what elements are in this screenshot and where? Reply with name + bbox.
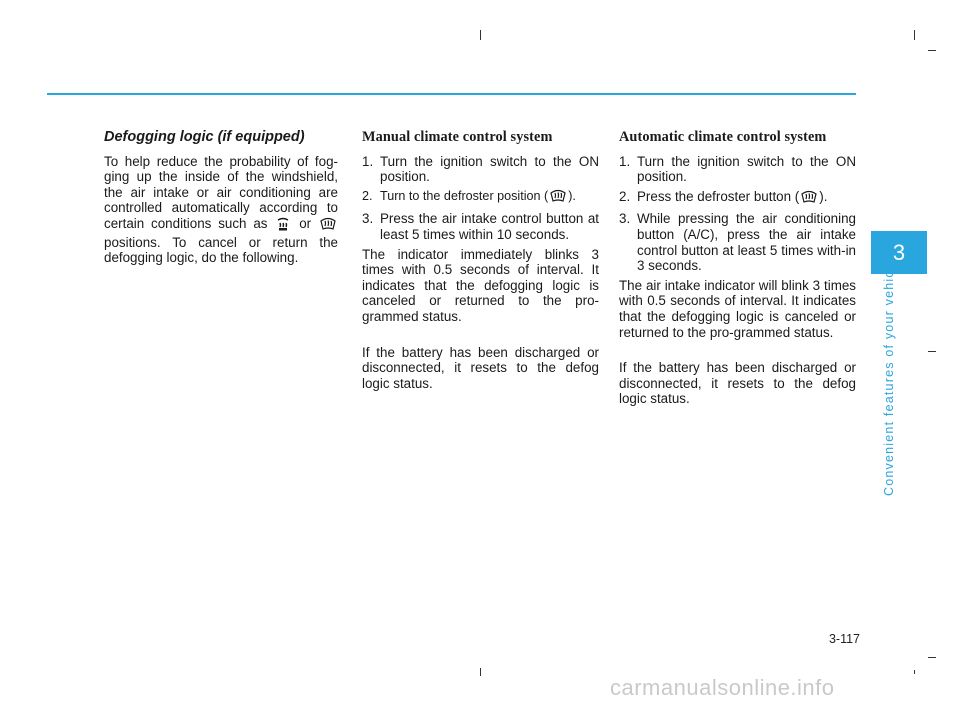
crop-mark-bottom-center	[480, 668, 481, 676]
list-item: 3. While pressing the air conditioning button (A/C), press the air intake control button at least 5 times with-in 3 seconds.	[619, 211, 856, 274]
defrost-icon	[550, 189, 566, 208]
column-automatic-climate	[619, 130, 856, 407]
intro-paragraph: To help reduce the probability of fog-ging up the inside of the windshield, the air intake or air conditioning are controlled automatically according to certain conditions such as or positions. To cancel or return the defogging logic, do the following.	[104, 153, 338, 266]
list-item: 1. Turn the ignition switch to the ON position.	[362, 153, 599, 185]
defrost-icon	[320, 217, 336, 235]
chapter-tab	[871, 231, 927, 274]
section-heading: Manual climate control system	[362, 129, 553, 145]
list-item: 3. Press the air intake control button at least 5 times within 10 seconds.	[362, 211, 599, 242]
defrost-icon	[801, 190, 817, 208]
chapter-title: Convenient features of your vehicle	[882, 258, 896, 496]
watermark: carmanualsonline.info	[610, 675, 835, 700]
chapter-number: 3	[892, 240, 906, 265]
column-defogging-logic	[104, 130, 338, 266]
column-manual-climate	[362, 130, 599, 391]
indicator-paragraph: The air intake indicator will blink 3 times with 0.5 seconds of interval. It indicates that the defogging logic is canceled or returned to the pro-grammed status.	[619, 277, 856, 340]
crop-mark-top-right	[914, 30, 915, 40]
section-heading: Automatic climate control system	[619, 129, 827, 145]
steps-list	[362, 154, 599, 243]
battery-paragraph: If the battery has been discharged or disconnected, it resets to the defog logic status.	[619, 360, 856, 407]
crop-mark-bottom-right	[914, 670, 915, 674]
steps-list	[619, 154, 856, 274]
crop-mark-top-center	[480, 30, 481, 40]
chapter-title-vertical	[882, 258, 902, 500]
crop-mark-right-2	[928, 351, 936, 352]
section-heading: Defogging logic (if equipped)	[104, 129, 305, 145]
list-item: 2. Turn to the defroster position ( ).	[362, 189, 599, 208]
floor-defrost-icon	[276, 217, 290, 235]
list-item: 1. Turn the ignition switch to the ON position.	[619, 153, 856, 185]
list-item: 2. Press the defroster button ( ).	[619, 189, 856, 208]
page-number: 3-117	[828, 632, 860, 646]
crop-mark-right-3	[928, 657, 936, 658]
battery-paragraph: If the battery has been discharged or disconnected, it resets to the defog logic status.	[362, 344, 599, 391]
crop-mark-right-1	[928, 50, 936, 51]
indicator-paragraph: The indicator immediately blinks 3 times with 0.5 seconds of interval. It indicates that the defogging logic is canceled or returned to the pro-grammed status.	[362, 246, 599, 324]
header-rule	[47, 93, 856, 95]
